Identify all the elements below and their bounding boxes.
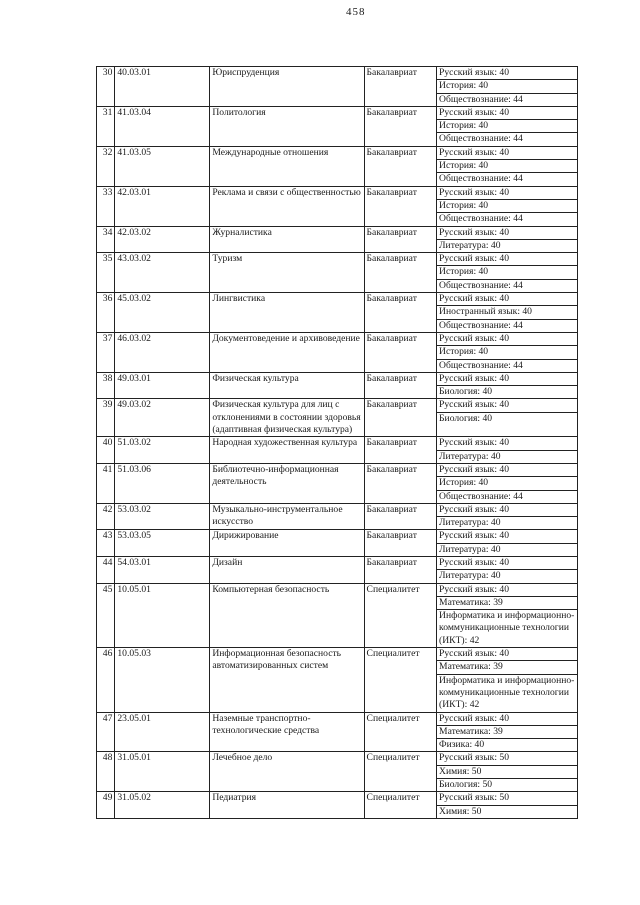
education-level: Бакалавриат	[364, 106, 437, 146]
specialty-title: Музыкально-инструментальное искусство	[210, 503, 364, 530]
specialty-code: 41.03.04	[115, 106, 210, 146]
row-number: 40	[97, 437, 115, 464]
exam-item: Русский язык: 50	[437, 752, 577, 765]
education-level: Бакалавриат	[364, 67, 437, 107]
row-number: 30	[97, 67, 115, 107]
exam-item: Математика: 39	[437, 596, 577, 609]
exam-item: Русский язык: 40	[437, 557, 577, 570]
row-number: 42	[97, 503, 115, 530]
exam-item: Литература: 40	[439, 517, 501, 529]
specialty-code: 42.03.01	[115, 186, 210, 226]
specialty-code: 45.03.02	[115, 293, 210, 333]
exam-list	[437, 253, 577, 292]
exam-requirements	[437, 583, 578, 647]
exam-item: Биология: 40	[439, 386, 493, 398]
specialty-title: Журналистика	[210, 226, 364, 253]
exam-item: Русский язык: 40	[437, 333, 577, 346]
education-level: Бакалавриат	[364, 226, 437, 253]
exam-item: Математика: 39	[437, 725, 577, 738]
education-level: Бакалавриат	[364, 503, 437, 530]
exam-requirements	[437, 226, 578, 253]
table-row	[97, 503, 578, 530]
exam-item: Обществознание: 44	[439, 279, 523, 291]
exam-requirements	[437, 293, 578, 333]
table-row	[97, 752, 578, 792]
education-level: Специалитет	[364, 792, 437, 819]
exam-requirements	[437, 556, 578, 583]
exam-requirements	[437, 253, 578, 293]
specialty-code: 31.05.02	[115, 792, 210, 819]
exam-item: Обществознание: 44	[439, 93, 523, 105]
exam-list	[437, 557, 577, 583]
row-number: 39	[97, 399, 115, 437]
exam-list	[437, 399, 577, 425]
education-level: Бакалавриат	[364, 530, 437, 557]
exam-list	[437, 792, 577, 818]
exam-requirements	[437, 792, 578, 819]
exam-list	[437, 67, 577, 106]
education-level: Бакалавриат	[364, 186, 437, 226]
exam-item: История: 40	[437, 266, 577, 279]
row-number: 34	[97, 226, 115, 253]
row-number: 33	[97, 186, 115, 226]
specialty-title: Документоведение и архивоведение	[210, 332, 364, 372]
education-level: Бакалавриат	[364, 332, 437, 372]
exam-list	[437, 227, 577, 253]
row-number: 45	[97, 583, 115, 647]
exam-requirements	[437, 752, 578, 792]
table-row	[97, 226, 578, 253]
row-number: 37	[97, 332, 115, 372]
specialty-title: Туризм	[210, 253, 364, 293]
specialty-code: 51.03.02	[115, 437, 210, 464]
exam-item: Русский язык: 40	[437, 107, 577, 120]
exam-item: Биология: 40	[439, 412, 493, 424]
specialty-code: 46.03.02	[115, 332, 210, 372]
specialty-code: 54.03.01	[115, 556, 210, 583]
table-row	[97, 146, 578, 186]
exam-list	[437, 333, 577, 372]
admission-table	[96, 66, 578, 819]
exam-requirements	[437, 399, 578, 437]
specialty-code: 51.03.06	[115, 463, 210, 503]
row-number: 44	[97, 556, 115, 583]
exam-item: Русский язык: 40	[437, 464, 577, 477]
exam-item: Обществознание: 44	[439, 173, 523, 185]
exam-item: Обществознание: 44	[439, 213, 523, 225]
specialty-code: 41.03.05	[115, 146, 210, 186]
education-level: Специалитет	[364, 752, 437, 792]
specialty-code: 53.03.02	[115, 503, 210, 530]
exam-requirements	[437, 712, 578, 752]
exam-requirements	[437, 503, 578, 530]
exam-requirements	[437, 437, 578, 464]
specialty-title: Компьютерная безопасность	[210, 583, 364, 647]
specialty-code: 49.03.01	[115, 372, 210, 399]
row-number: 47	[97, 712, 115, 752]
specialty-title: Наземные транспортно-технологические средства	[210, 712, 364, 752]
exam-item: Русский язык: 40	[437, 504, 577, 517]
table-row	[97, 332, 578, 372]
specialty-title: Дирижирование	[210, 530, 364, 557]
exam-requirements	[437, 146, 578, 186]
specialty-code: 42.03.02	[115, 226, 210, 253]
table-row	[97, 186, 578, 226]
exam-requirements	[437, 372, 578, 399]
education-level: Специалитет	[364, 583, 437, 647]
exam-list	[437, 107, 577, 146]
specialty-title: Реклама и связи с общественностью	[210, 186, 364, 226]
exam-item: Русский язык: 40	[437, 67, 577, 80]
table-row	[97, 106, 578, 146]
table-row	[97, 712, 578, 752]
exam-item: Литература: 40	[439, 570, 501, 582]
exam-item: История: 40	[437, 80, 577, 93]
row-number: 35	[97, 253, 115, 293]
exam-requirements	[437, 463, 578, 503]
exam-item: Обществознание: 44	[439, 359, 523, 371]
education-level: Бакалавриат	[364, 372, 437, 399]
exam-item: История: 40	[437, 120, 577, 133]
exam-item: Русский язык: 40	[437, 253, 577, 266]
table-row	[97, 293, 578, 333]
table-row	[97, 437, 578, 464]
education-level: Специалитет	[364, 712, 437, 752]
exam-requirements	[437, 186, 578, 226]
exam-list	[437, 752, 577, 791]
table-row	[97, 648, 578, 712]
table-row	[97, 67, 578, 107]
specialty-title: Физическая культура для лиц с отклонениями в состоянии здоровья (адаптивная физическая культура)	[210, 399, 364, 437]
row-number: 49	[97, 792, 115, 819]
row-number: 31	[97, 106, 115, 146]
exam-item: Обществознание: 44	[439, 490, 523, 502]
exam-item: Русский язык: 40	[437, 399, 577, 412]
exam-item: Биология: 50	[439, 779, 493, 791]
education-level: Бакалавриат	[364, 293, 437, 333]
exam-requirements	[437, 530, 578, 557]
table-row	[97, 556, 578, 583]
table-row	[97, 792, 578, 819]
specialty-title: Дизайн	[210, 556, 364, 583]
exam-item: Русский язык: 40	[437, 648, 577, 661]
table-row	[97, 399, 578, 437]
exam-item: Обществознание: 44	[439, 133, 523, 145]
specialty-title: Политология	[210, 106, 364, 146]
exam-item: Русский язык: 40	[437, 373, 577, 386]
exam-item: Русский язык: 40	[437, 227, 577, 240]
exam-list	[437, 187, 577, 226]
exam-item: Химия: 50	[439, 805, 482, 817]
specialty-title: Международные отношения	[210, 146, 364, 186]
exam-list	[437, 437, 577, 463]
exam-list	[437, 373, 577, 399]
table-body	[97, 67, 578, 819]
row-number: 48	[97, 752, 115, 792]
exam-list	[437, 293, 577, 332]
exam-list	[437, 504, 577, 530]
education-level: Бакалавриат	[364, 556, 437, 583]
exam-item: Русский язык: 40	[437, 293, 577, 306]
exam-item: Математика: 39	[437, 661, 577, 674]
exam-item: Русский язык: 40	[437, 437, 577, 450]
exam-item: Иностранный язык: 40	[437, 306, 577, 319]
exam-list	[437, 713, 577, 752]
exam-item: Литература: 40	[439, 543, 501, 555]
page-number: 458	[346, 6, 366, 18]
specialty-title: Библиотечно-информационная деятельность	[210, 463, 364, 503]
exam-list	[437, 147, 577, 186]
row-number: 46	[97, 648, 115, 712]
exam-item: Русский язык: 50	[437, 792, 577, 805]
table-row	[97, 530, 578, 557]
exam-item: Литература: 40	[439, 450, 501, 462]
exam-item: Информатика и информационно-коммуникационные технологии (ИКТ): 42	[439, 610, 575, 646]
exam-requirements	[437, 67, 578, 107]
education-level: Бакалавриат	[364, 146, 437, 186]
specialty-code: 23.05.01	[115, 712, 210, 752]
specialty-title: Педиатрия	[210, 792, 364, 819]
specialty-title: Информационная безопасность автоматизированных систем	[210, 648, 364, 712]
specialty-title: Лечебное дело	[210, 752, 364, 792]
exam-item: Литература: 40	[439, 239, 501, 251]
specialty-code: 10.05.03	[115, 648, 210, 712]
education-level: Бакалавриат	[364, 399, 437, 437]
specialty-code: 43.03.02	[115, 253, 210, 293]
exam-list	[437, 464, 577, 503]
exam-item: История: 40	[437, 477, 577, 490]
specialty-code: 10.05.01	[115, 583, 210, 647]
specialty-title: Лингвистика	[210, 293, 364, 333]
table-row	[97, 463, 578, 503]
education-level: Бакалавриат	[364, 253, 437, 293]
row-number: 38	[97, 372, 115, 399]
exam-item: Русский язык: 40	[437, 187, 577, 200]
exam-item: Информатика и информационно-коммуникационные технологии (ИКТ): 42	[439, 674, 575, 711]
specialty-title: Физическая культура	[210, 372, 364, 399]
specialty-title: Народная художественная культура	[210, 437, 364, 464]
exam-item: Русский язык: 40	[437, 584, 577, 597]
exam-requirements	[437, 106, 578, 146]
specialty-code: 53.03.05	[115, 530, 210, 557]
row-number: 41	[97, 463, 115, 503]
exam-item: Русский язык: 40	[437, 713, 577, 726]
exam-requirements	[437, 648, 578, 712]
exam-item: История: 40	[437, 160, 577, 173]
row-number: 43	[97, 530, 115, 557]
exam-item: Русский язык: 40	[437, 147, 577, 160]
exam-list	[437, 648, 577, 711]
row-number: 32	[97, 146, 115, 186]
exam-item: Русский язык: 40	[437, 530, 577, 543]
table-row	[97, 253, 578, 293]
education-level: Специалитет	[364, 648, 437, 712]
table-row	[97, 372, 578, 399]
row-number: 36	[97, 293, 115, 333]
education-level: Бакалавриат	[364, 463, 437, 503]
exam-list	[437, 530, 577, 556]
exam-item: История: 40	[437, 199, 577, 212]
specialty-code: 40.03.01	[115, 67, 210, 107]
exam-item: Обществознание: 44	[439, 319, 523, 331]
exam-item: Физика: 40	[439, 739, 485, 751]
specialty-code: 49.03.02	[115, 399, 210, 437]
education-level: Бакалавриат	[364, 437, 437, 464]
specialty-code: 31.05.01	[115, 752, 210, 792]
exam-list	[437, 584, 577, 647]
exam-item: История: 40	[437, 346, 577, 359]
table-row	[97, 583, 578, 647]
specialty-title: Юриспруденция	[210, 67, 364, 107]
exam-requirements	[437, 332, 578, 372]
exam-item: Химия: 50	[437, 765, 577, 778]
